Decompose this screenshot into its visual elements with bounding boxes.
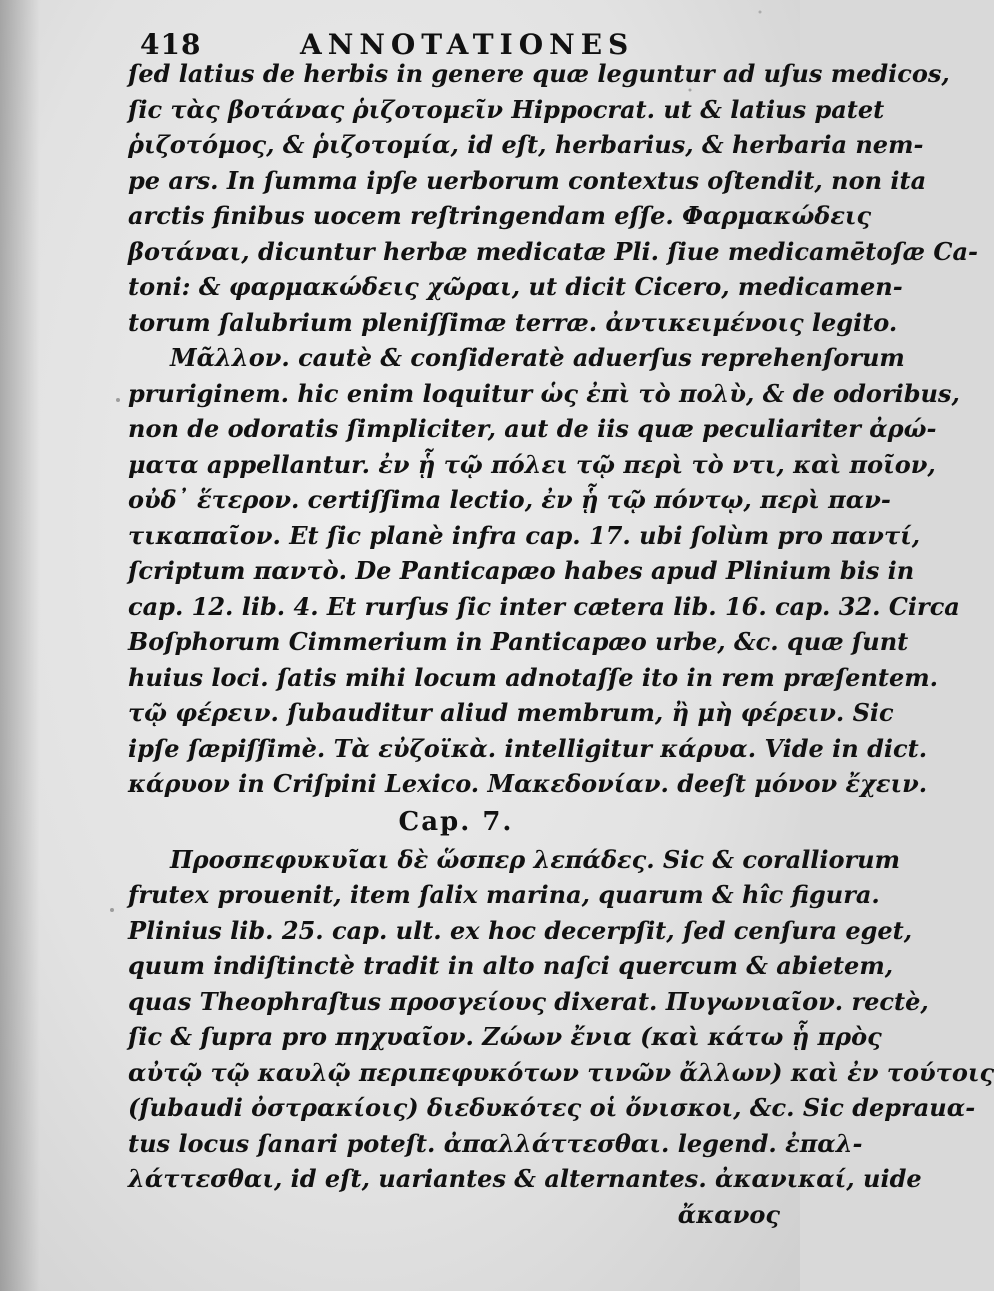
page-number: 418 bbox=[140, 28, 202, 61]
text-line: cap. 12. lib. 4. Et rurſus ſic inter cætera lib. 16. cap. 32. Circa bbox=[128, 591, 960, 621]
text-line: ipſe ſæpiſſimè. Τὰ εὐζοϊκὰ. intelligitur κάρυα. Vide in dict. bbox=[128, 733, 928, 763]
running-head: ANNOTATIONES bbox=[300, 28, 635, 61]
text-line: quum indiſtinctè tradit in alto naſci quercum & abietem, bbox=[128, 951, 894, 980]
text-line: pe ars. In ſumma ipſe uerborum contextus oſtendit, non ita bbox=[128, 165, 927, 195]
text-line: frutex prouenit, item ſalix marina, quarum & hîc figura. bbox=[128, 880, 880, 909]
text-line: Boſphorum Cimmerium in Panticapæo urbe, &c. quæ ſunt bbox=[128, 627, 909, 656]
text-line: ματα appellantur. ἐν ᾗ τῷ πόλει τῷ περὶ τὸ ντι, καὶ ποῖον, bbox=[128, 449, 936, 479]
text-line: (ſubaudi ὀστρακίοις) διεδυκότες οἱ ὄνισκοι, &c. Sic deprauα- bbox=[128, 1093, 976, 1122]
chapter-heading: Cap. 7. bbox=[398, 806, 514, 837]
text-line: Προσπεφυκυῖαι δὲ ὥσπερ λεπάδες. Sic & coralliorum bbox=[170, 844, 901, 874]
text-line: ſic & ſupra pro πηχυαῖον. Ζώων ἔνια (καὶ κάτω ᾗ πρὸς bbox=[128, 1022, 882, 1051]
catchword: ἄκανος bbox=[677, 1199, 780, 1229]
text-line: pruriginem. hic enim loquitur ὡς ἐπὶ τὸ πολὺ, & de odoribus, bbox=[128, 378, 960, 408]
text-line: torum ſalubrium pleniſſimæ terræ. ἀντικειμένοις legito. bbox=[128, 307, 898, 337]
text-line: non de odoratis ſimpliciter, aut de iis quæ peculiariter ἀρώ- bbox=[128, 414, 937, 443]
text-line: κάρυον in Criſpini Lexico. Μακεδονίαν. deeſt μόνον ἔχειν. bbox=[128, 769, 928, 798]
text-line: Plinius lib. 25. cap. ult. ex hoc decerpſit, ſed cenſura eget, bbox=[128, 915, 913, 945]
text-line: ῥιζοτόμος, & ῥιζοτομία, id eſt, herbarius, & herbaria nem- bbox=[128, 130, 924, 159]
text-line: τικαπαῖον. Et ſic planè infra cap. 17. ubi ſolùm pro παντί, bbox=[128, 520, 921, 550]
text-line: ſed latius de herbis in genere quæ leguntur ad uſus medicos, bbox=[128, 59, 950, 88]
text-line: οὐδ᾽ ἕτερον. certiſſima lectio, ἐν ᾗ τῷ πόντῳ, περὶ παν- bbox=[128, 485, 891, 514]
text-line: huius loci. ſatis mihi locum adnotaſſe ito in rem præſentem. bbox=[128, 662, 938, 692]
text-line: βοτάναι, dicuntur herbæ medicatæ Pli. ſiue medicamētoſæ Ca- bbox=[128, 236, 978, 266]
text-line: toni: & φαρμακώδεις χῶραι, ut dicit Cicero, medicamen- bbox=[128, 272, 903, 301]
text-line: ſcriptum παντὸ. De Panticapæo habes apud Plinium bis in bbox=[128, 556, 915, 585]
text-line: tus locus ſanari poteſt. ἀπαλλάττεσθαι. legend. ἐπαλ- bbox=[128, 1128, 863, 1158]
annotation-text bbox=[128, 56, 994, 1232]
text-line: quas Theophraſtus προσγείους dixerat. Πυγωνιαῖον. rectè, bbox=[128, 986, 929, 1016]
gutter-shadow bbox=[0, 0, 40, 1291]
text-line: arctis finibus uocem reſtringendam eſſe. Φαρμακώδεις bbox=[128, 201, 872, 230]
text-line: λάττεσθαι, id eſt, uariantes & alternantes. ἀκανικαί, uide bbox=[128, 1164, 922, 1193]
text-line: Μᾶλλον. cautè & conſideratè aduerſus reprehenſorum bbox=[170, 343, 905, 372]
text-line: τῷ φέρειν. ſubauditur aliud membrum, ἢ μὴ φέρειν. Sic bbox=[128, 698, 894, 727]
text-line: ſic τὰς βοτάνας ῥιζοτομεῖν Hippocrat. ut & latius patet bbox=[128, 94, 885, 124]
text-line: αὐτῷ τῷ καυλῷ περιπεφυκότων τινῶν ἄλλων) καὶ ἐν τούτοις bbox=[128, 1057, 994, 1087]
